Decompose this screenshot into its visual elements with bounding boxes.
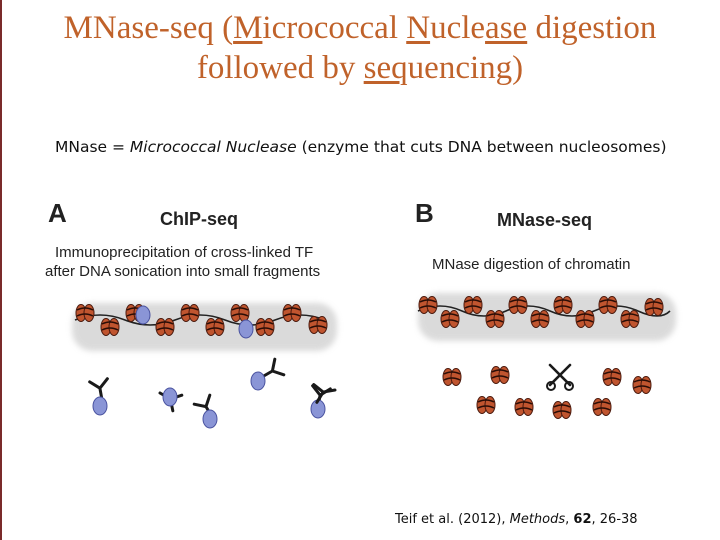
citation-journal: Methods bbox=[509, 512, 566, 527]
title-text: uencing) bbox=[407, 50, 524, 86]
title-line-2 bbox=[0, 48, 720, 88]
mnase-definition bbox=[55, 138, 715, 156]
panel-a-chromatin-fiber bbox=[72, 303, 337, 351]
citation-volume: 62 bbox=[573, 512, 592, 527]
panel-b-caption-line1: MNase digestion of chromatin bbox=[432, 256, 631, 273]
title-underlined-letter: N bbox=[406, 10, 431, 46]
title-underlined-letter: M bbox=[233, 10, 263, 46]
title-underlined-letters: ase bbox=[485, 10, 528, 46]
panel-a-caption-line2: after DNA sonication into small fragments bbox=[45, 263, 321, 280]
scissors-icon bbox=[547, 365, 573, 390]
slide-title bbox=[0, 8, 720, 88]
panel-b-digested-nucleosomes bbox=[443, 367, 651, 419]
title-line-1 bbox=[0, 8, 720, 48]
definition-explanation: (enzyme that cuts DNA between nucleosomes) bbox=[296, 138, 667, 156]
citation bbox=[395, 512, 638, 527]
definition-abbr: MNase bbox=[55, 138, 108, 156]
panel-b-letter: B bbox=[415, 198, 434, 228]
panel-a-immunoprecipitated-tfs bbox=[90, 359, 337, 428]
citation-authors: Teif et al. (2012), bbox=[395, 512, 510, 527]
panel-a-caption-line1: Immunoprecipitation of cross-linked TF bbox=[55, 244, 314, 261]
title-underlined-letters: seq bbox=[363, 50, 408, 86]
panel-b-chromatin-fiber bbox=[418, 293, 676, 341]
definition-equals: = bbox=[107, 138, 130, 156]
panel-b-heading: MNase-seq bbox=[497, 210, 593, 230]
title-text: MNase-seq ( bbox=[63, 10, 234, 46]
panel-a-heading: ChIP-seq bbox=[160, 209, 239, 229]
title-text: followed by bbox=[196, 50, 364, 86]
title-text: ucle bbox=[430, 10, 486, 46]
citation-separator: , bbox=[565, 512, 574, 527]
definition-full-name: Micrococcal Nuclease bbox=[129, 138, 297, 156]
chip-vs-mnase-figure bbox=[40, 195, 690, 445]
title-text: icrococcal bbox=[262, 10, 407, 46]
panel-a-letter: A bbox=[48, 198, 67, 228]
title-text: digestion bbox=[527, 10, 657, 46]
citation-pages: , 26-38 bbox=[591, 512, 638, 527]
